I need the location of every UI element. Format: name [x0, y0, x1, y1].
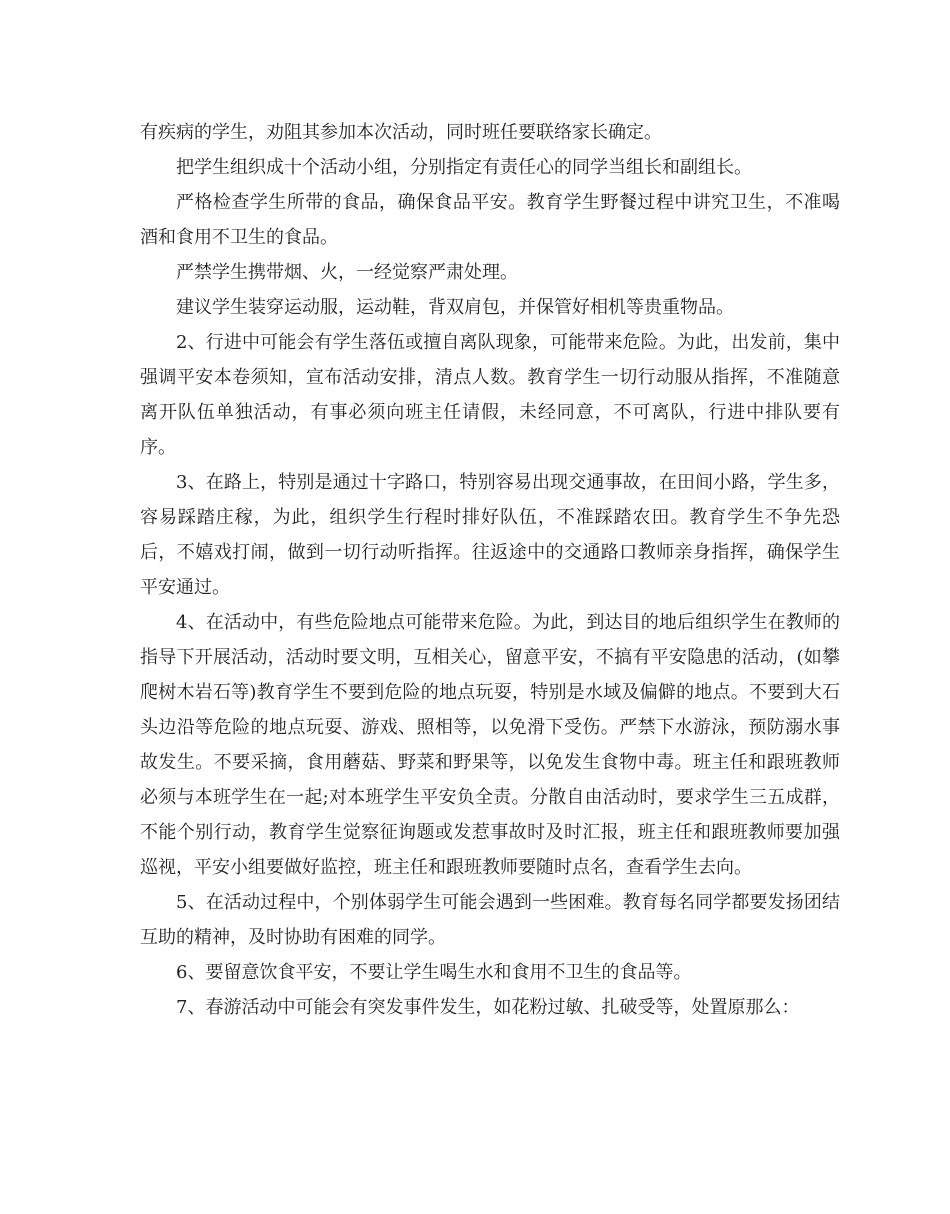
paragraph-food-inspection: 严格检查学生所带的食品，确保食品平安。教育学生野餐过程中讲究卫生，不准喝酒和食用不卫生的食品。 — [140, 192, 840, 248]
document-body — [140, 115, 840, 1025]
paragraph-item-4-activity-safety: 4、在活动中，有些危险地点可能带来危险。为此，到达目的地后组织学生在教师的指导下开展活动，活动时要文明，互相关心，留意平安，不搞有平安隐患的活动，(如攀爬树木岩石等)教育学生不要到危险的地点玩耍，特别是水域及偏僻的地点。不要到大石头边沿等危险的地点玩耍、游戏、照相等，以免滑下受伤。严禁下水游泳，预防溺水事故发生。不要采摘，食用蘑菇、野菜和野果等，以免发生食物中毒。班主任和跟班教师必须与本班学生在一起;对本班学生平安负全责。分散自由活动时，要求学生三五成群，不能个别行动，教育学生觉察征询题或发惹事故时及时汇报，班主任和跟班教师要加强巡视，平安小组要做好监控，班主任和跟班教师要随时点名，查看学生去向。 — [140, 612, 840, 878]
paragraph-item-5-mutual-help: 5、在活动过程中，个别体弱学生可能会遇到一些困难。教育每名同学都要发扬团结互助的精神，及时协助有困难的同学。 — [140, 892, 840, 948]
paragraph-activity-groups: 把学生组织成十个活动小组，分别指定有责任心的同学当组长和副组长。 — [176, 157, 752, 178]
paragraph-item-3-road-safety: 3、在路上，特别是通过十字路口，特别容易出现交通事故，在田间小路，学生多，容易踩踏庄稼，为此，组织学生行程时排好队伍，不准踩踏农田。教育学生不争先恐后，不嬉戏打闹，做到一切行动听指挥。往返途中的交通路口教师亲身指挥，确保学生平安通过。 — [140, 472, 840, 598]
paragraph-illness-notice: 有疾病的学生，劝阻其参加本次活动，同时班任要联络家长确定。 — [140, 122, 662, 143]
paragraph-clothing: 建议学生装穿运动服，运动鞋，背双肩包，并保管好相机等贵重物品。 — [176, 297, 734, 318]
paragraph-item-6-food-safety: 6、要留意饮食平安，不要让学生喝生水和食用不卫生的食品等。 — [176, 962, 692, 983]
paragraph-item-2-marching: 2、行进中可能会有学生落伍或擅自离队现象，可能带来危险。为此，出发前，集中强调平安本卷须知，宣布活动安排，清点人数。教育学生一切行动服从指挥，不准随意离开队伍单独活动，有事必须向班主任请假，未经同意，不可离队，行进中排队要有序。 — [140, 332, 840, 458]
paragraph-item-7-emergencies: 7、春游活动中可能会有突发事件发生，如花粉过敏、扎破受等，处置原那么： — [176, 997, 800, 1018]
paragraph-no-fire: 严禁学生携带烟、火，一经觉察严肃处理。 — [176, 262, 518, 283]
